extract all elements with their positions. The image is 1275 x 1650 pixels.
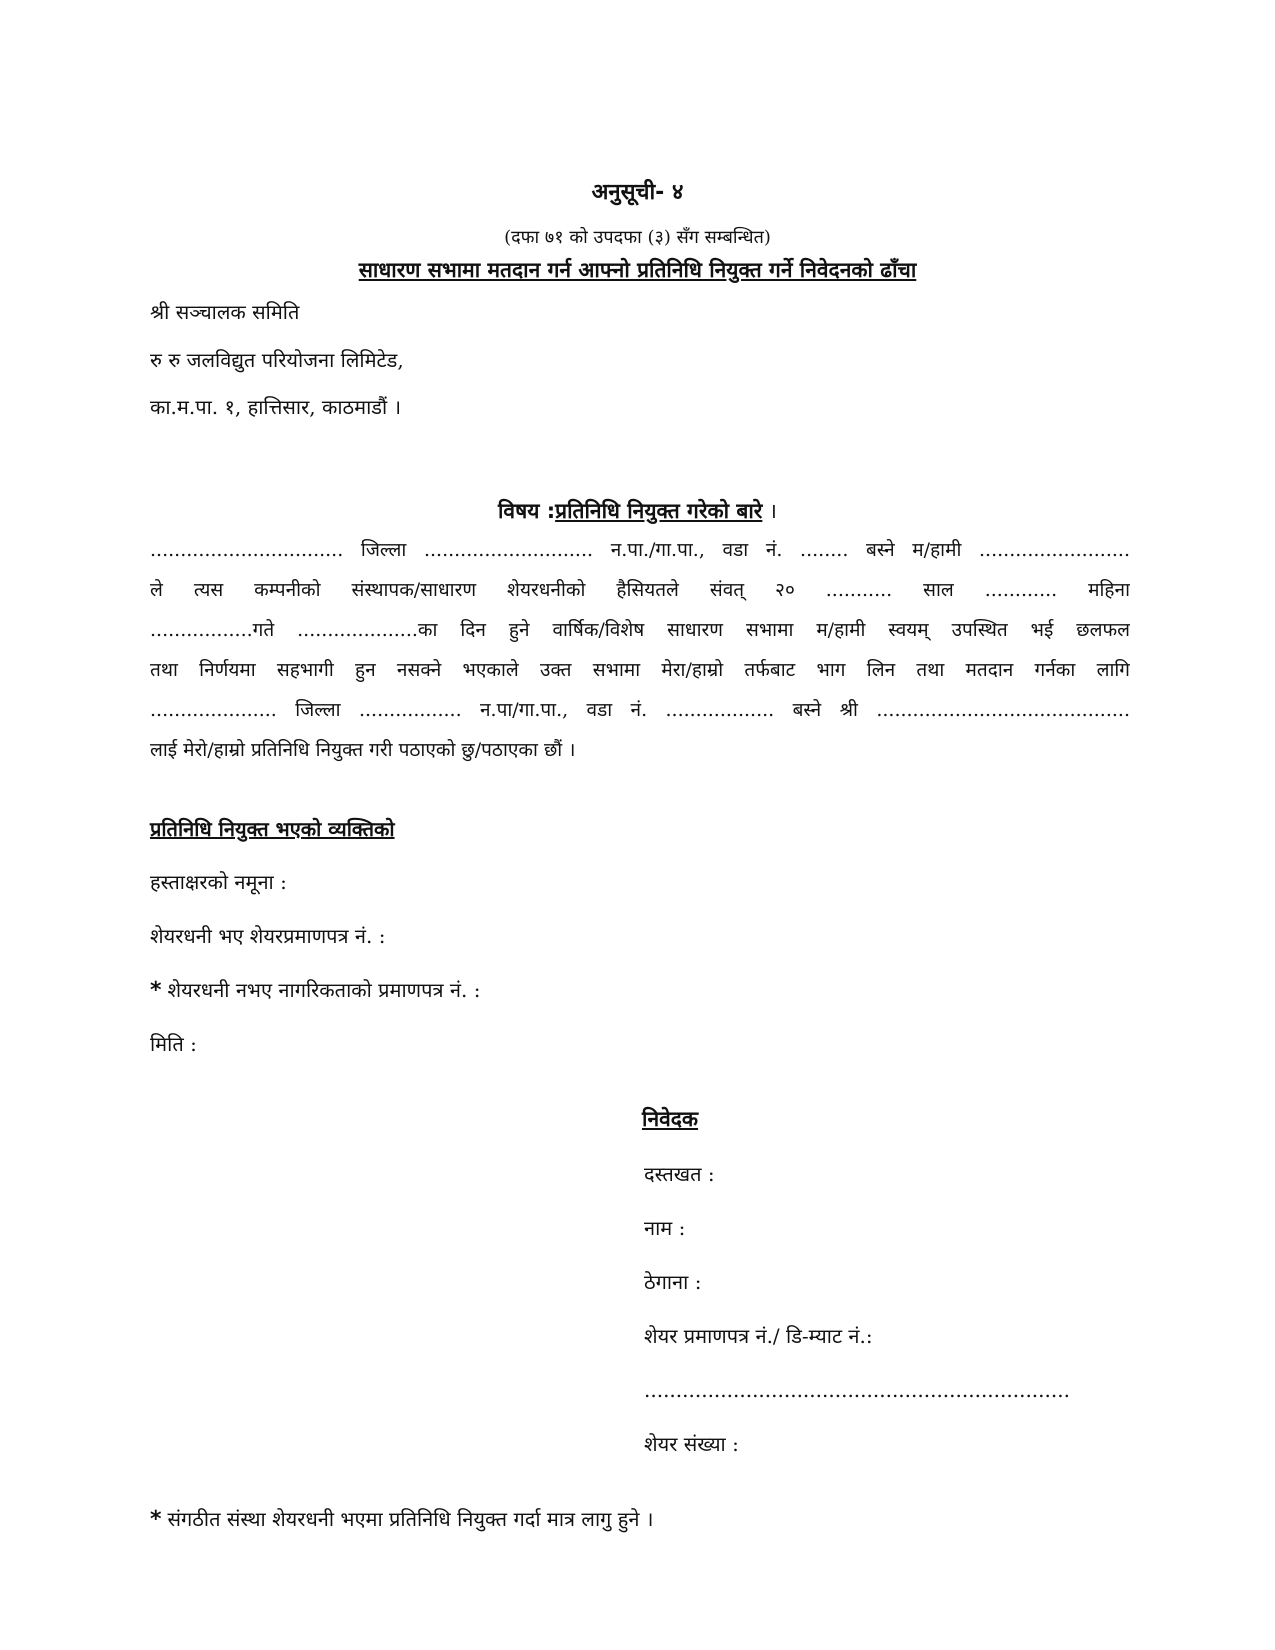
body-line-6: लाई मेरो/हाम्रो प्रतिनिधि नियुक्त गरी पठाएको छु/पठाएका छौं । [150,739,576,761]
citizenship-field [150,976,480,1003]
applicant-name-field: नाम : [644,1216,686,1240]
date-field: मिति : [150,1032,197,1056]
asterisk-marker: * [150,978,162,1003]
footnote [150,1505,653,1532]
applicant-signature-field: दस्तखत : [644,1162,715,1186]
section-reference: (दफा ७१ को उपदफा (३) सँग सम्बन्धित) [504,227,771,248]
body-line-4: तथा निर्णयमा सहभागी हुन नसक्ने भएकाले उक्त सभामा मेरा/हाम्रो तर्फबाट भाग लिन तथा मतदान गर्नका लागि [150,659,1130,681]
body-paragraph [150,530,1130,770]
form-title [0,256,1275,284]
schedule-title: अनुसूची- ४ [591,180,684,205]
subject-line [0,497,1275,525]
body-line-3: .................गते ....................का दिन हुने वार्षिक/विशेष साधारण सभामा म/हामी स्वयम् उपस्थित भई छलफल [150,619,1130,641]
addressee-line-2: रु रु जलविद्युत परियोजना लिमिटेड, [150,348,404,372]
applicant-heading: निवेदक [642,1107,699,1131]
subject-text: प्रतिनिधि नियुक्त गरेको बारे [555,499,763,523]
applicant-address-field: ठेगाना : [644,1270,702,1294]
share-certificate-field: शेयरधनी भए शेयरप्रमाणपत्र नं. : [150,924,386,948]
body-line-5: ..................... जिल्ला ................. न.पा/गा.पा., वडा नं. .................. बस्ने श्री .......................................... [150,699,1130,721]
addressee-line-3: का.म.पा. १, हात्तिसार, काठमाडौं । [150,395,402,419]
subject-end: । [762,499,778,523]
citizenship-label: शेयरधनी नभए नागरिकताको प्रमाणपत्र नं. : [167,978,481,1002]
body-line-1: ................................ जिल्ला ............................ न.पा./गा.पा., वडा नं. ........ बस्ने म/हामी ......................... [150,539,1130,561]
addressee-line-1: श्री सञ्चालक समिति [150,300,300,324]
footnote-asterisk: * [150,1507,162,1532]
footnote-text: संगठीत संस्था शेयरधनी भएमा प्रतिनिधि नियुक्त गर्दा मात्र लागु हुने । [167,1507,654,1531]
body-line-2: ले त्यस कम्पनीको संस्थापक/साधारण शेयरधनीको हैसियतले संवत् २० ........... साल ............ महिना [150,579,1130,601]
representative-heading: प्रतिनिधि नियुक्त भएको व्यक्तिको [150,817,395,841]
form-title-text: साधारण सभामा मतदान गर्न आफ्नो प्रतिनिधि नियुक्त गर्ने निवेदनको ढाँचा [358,258,917,282]
dotted-line: ................................................................... [644,1378,1070,1402]
subject-label: विषय : [497,499,556,523]
signature-sample-field: हस्ताक्षरको नमूना : [150,870,287,894]
share-demat-field: शेयर प्रमाणपत्र नं./ डि-म्याट नं.: [644,1324,873,1348]
share-count-field: शेयर संख्या : [644,1432,739,1456]
